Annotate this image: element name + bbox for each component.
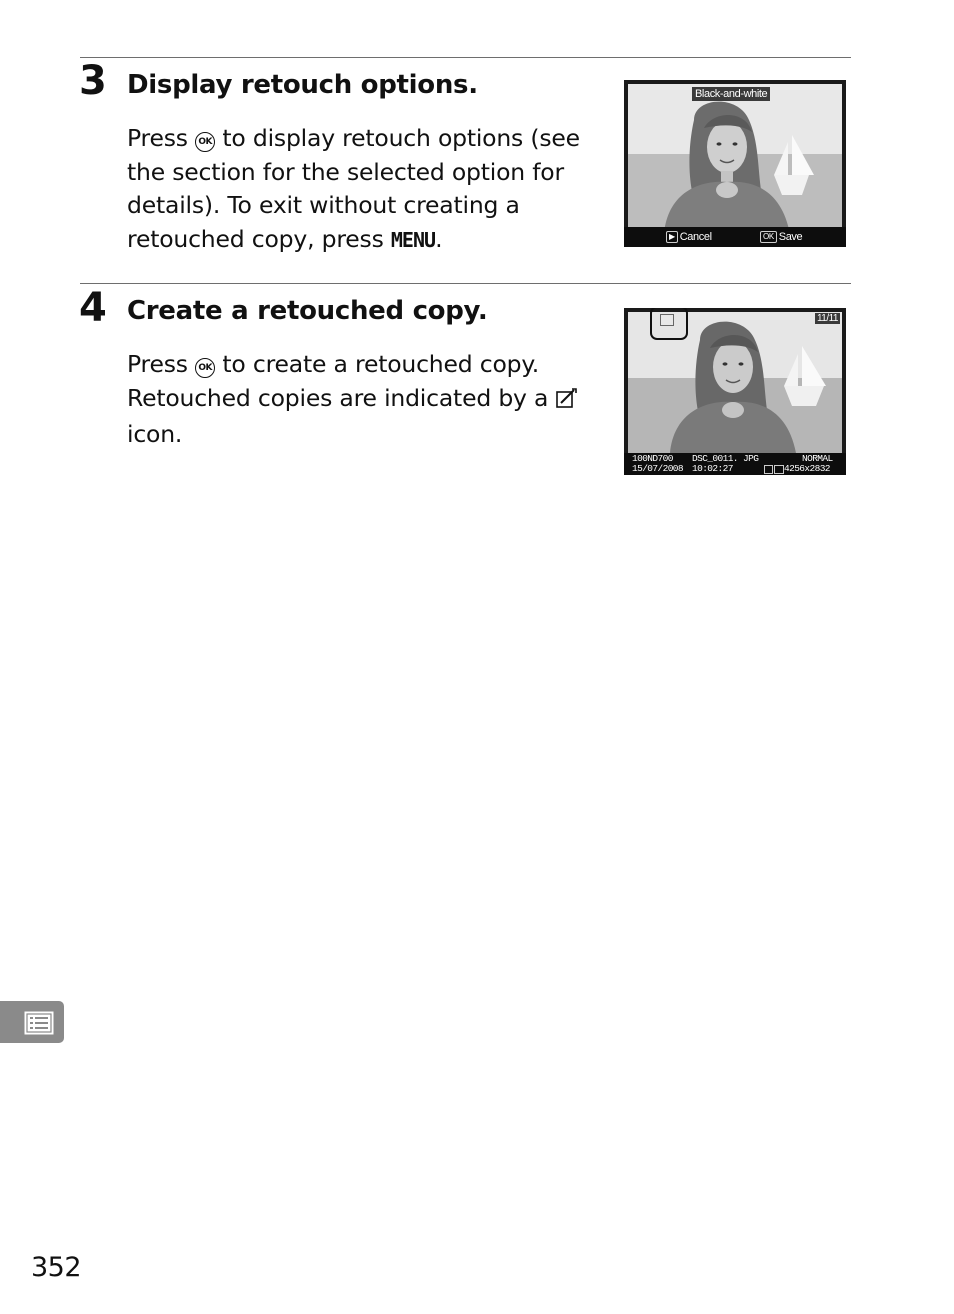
save-control: [760, 231, 802, 243]
folder-name: 100ND700: [632, 453, 673, 464]
step-3-text-2: to display retouch options (see the section for the selected option for details). To exit without creating a retouched copy, press: [127, 124, 580, 254]
step-4-title: Create a retouched copy.: [127, 296, 488, 326]
step-3-title: Display retouch options.: [127, 70, 478, 100]
menu-button-icon: MENU: [390, 228, 436, 253]
step-4-body: [127, 348, 597, 452]
ok-button-icon: OK: [760, 231, 777, 243]
step-3-text-1: Press: [127, 124, 196, 152]
playback-button-icon: ▶: [666, 231, 678, 243]
ok-button-icon: OK: [195, 132, 215, 152]
image-size: 4256x2832: [784, 463, 830, 474]
retouch-icon: [555, 385, 577, 419]
frame-counter: 11/11: [816, 313, 838, 324]
playback-preview-screen: [624, 308, 846, 475]
capture-date: 15/07/2008: [632, 463, 684, 474]
capture-time: 10:02:27: [692, 463, 733, 474]
menu-list-icon: [0, 1001, 64, 1043]
image-quality: NORMAL: [802, 453, 833, 464]
step-3-text-3: .: [435, 225, 443, 254]
black-and-white-badge: Black-and-white: [692, 87, 770, 101]
section-rule-middle: [80, 283, 851, 284]
step-4-text-1: Press: [127, 350, 196, 378]
step-3-body: [127, 122, 597, 258]
page-number: 352: [31, 1252, 82, 1283]
step-3-number: 3: [79, 58, 107, 104]
image-area-icon: [764, 465, 773, 474]
save-label: Save: [778, 231, 803, 243]
retouch-preview-screen: [624, 80, 846, 247]
screen-footer: [624, 227, 846, 247]
step-4-text-3: icon.: [127, 420, 183, 449]
portrait-photo: [624, 80, 846, 247]
section-rule-top: [80, 57, 851, 58]
step-4-text-2: to create a retouched copy. Retouched copies are indicated by a: [127, 350, 556, 412]
photo-info-strip: [624, 453, 846, 475]
file-name: DSC_0011. JPG: [692, 453, 759, 464]
retouch-indicator-icon: [660, 314, 674, 326]
step-4-number: 4: [79, 285, 107, 331]
ok-button-icon: OK: [195, 358, 215, 378]
retouch-menu-tab: [0, 1001, 64, 1043]
cancel-control: [666, 231, 712, 243]
cancel-label: Cancel: [679, 231, 712, 243]
image-format-icon: [774, 465, 784, 474]
